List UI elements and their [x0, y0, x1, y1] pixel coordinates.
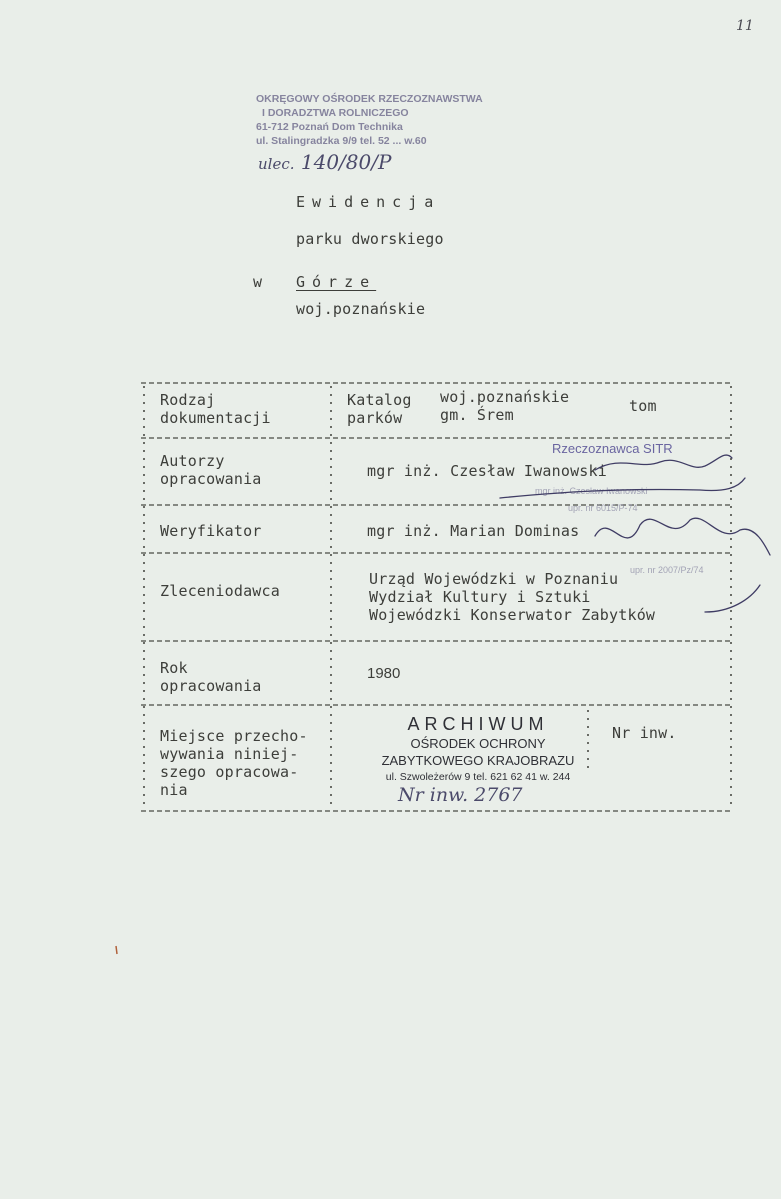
sitr-stamp-line: mgr inż. Czesław Iwanowski — [535, 486, 648, 496]
stamp-line: ul. Stalingradzka 9/9 tel. 52 ... w.60 — [256, 135, 427, 147]
corner-mark: 11 — [736, 18, 754, 34]
stamp-line: I DORADZTWA ROLNICZEGO — [262, 107, 409, 119]
heading-place: Górze — [296, 273, 377, 291]
commissioner-value: Urząd Wojewódzki w Poznaniu Wydział Kultury i Sztuki Wojewódzki Konserwator Zabytków — [369, 570, 656, 624]
handwritten-reference: ulec. 140/80/P — [258, 150, 392, 174]
handwritten-inventory-number: Nr inw. 2767 — [398, 784, 523, 806]
catalog-value: woj.poznańskie gm. Śrem — [440, 388, 570, 424]
stamp-line: OKRĘGOWY OŚRODEK RZECZOZNAWSTWA — [256, 93, 483, 105]
row-label-rok: Rok opracowania — [160, 659, 262, 695]
archive-stamp-line: ZABYTKOWEGO KRAJOBRAZU — [381, 753, 575, 768]
heading-title: Ewidencja — [296, 193, 441, 211]
heading-subtitle: parku dworskiego — [296, 230, 444, 248]
row-label-rodzaj: Rodzaj dokumentacji — [160, 391, 271, 427]
authors-value: mgr inż. Czesław Iwanowski — [367, 462, 607, 480]
archive-stamp-line: ul. Szwoleżerów 9 tel. 621 62 41 w. 244 — [385, 771, 571, 783]
sitr-stamp-line: upr. nr 2007/Pz/74 — [630, 565, 704, 575]
heading-region: woj.poznańskie — [296, 300, 426, 318]
row-label-miejsce: Miejsce przecho- wywania niniej- szego opracowa- nia — [160, 727, 308, 799]
row-label-autorzy: Autorzy opracowania — [160, 452, 262, 488]
volume-label: tom — [629, 397, 657, 415]
sitr-stamp-title: Rzeczoznawca SITR — [552, 441, 673, 456]
catalog-label: Katalog parków — [347, 391, 412, 427]
verifier-value: mgr inż. Marian Dominas — [367, 522, 580, 540]
stamp-line: 61-712 Poznań Dom Technika — [256, 121, 403, 133]
archive-stamp-line: OŚRODEK OCHRONY — [410, 736, 546, 751]
year-value: 1980 — [367, 665, 401, 682]
row-label-zleceniodawca: Zleceniodawca — [160, 582, 280, 600]
heading-prefix: w — [253, 273, 263, 291]
row-label-weryfikator: Weryfikator — [160, 522, 262, 540]
sitr-stamp-line: upr. nr 6015/P-74 — [568, 503, 638, 513]
inventory-label: Nr inw. — [612, 724, 677, 742]
archive-stamp-title: ARCHIWUM — [407, 714, 549, 734]
